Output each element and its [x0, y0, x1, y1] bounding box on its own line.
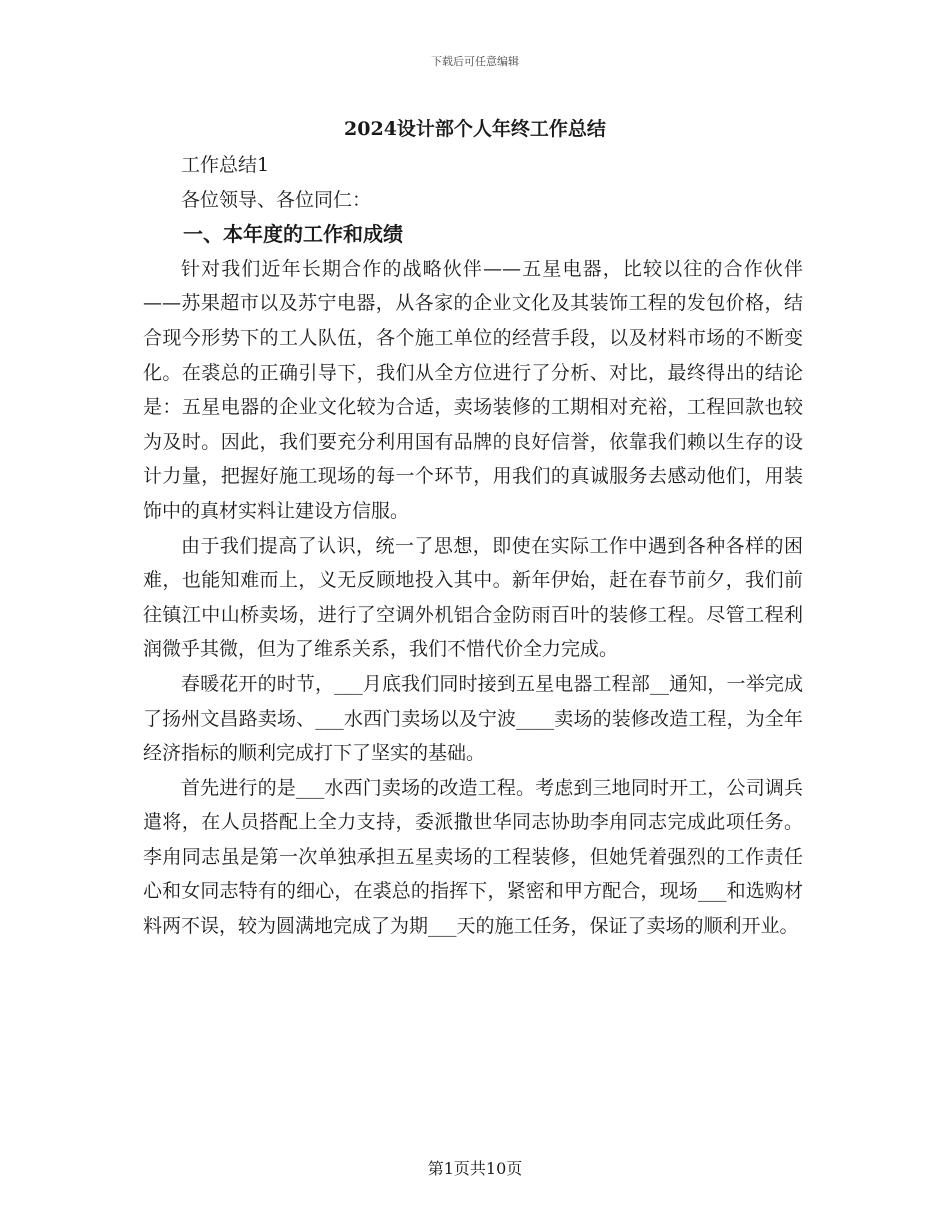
document-title: 2024设计部个人年终工作总结	[344, 118, 606, 140]
section-heading: 一、本年度的工作和成绩	[183, 222, 403, 247]
section-label: 工作总结1	[181, 154, 270, 176]
body-paragraph: 针对我们近年长期合作的战略伙伴——五星电器，比较以往的合作伙伴——苏果超市以及苏宁电器，从各家的企业文化及其装饰工程的发包价格，结合现今形势下的工人队伍，各个施工单位的经营手段，以及材料市场的不断变化。在裘总的正确引导下，我们从全方位进行了分析、对比，最终得出的结论是：五星电器的企业文化较为合适，卖场装修的工期相对充裕，工程回款也较为及时。因此，我们要充分利用国有品牌的良好信誉，依靠我们赖以生存的设计力量，把握好施工现场的每一个环节，用我们的真诚服务去感动他们，用装饰中的真材实料让建设方信服。	[143, 257, 803, 522]
header-note: 下载后可任意编辑	[431, 55, 519, 68]
page-footer: 第1页共10页	[427, 1159, 523, 1178]
body-paragraph: 由于我们提高了认识，统一了思想，即使在实际工作中遇到各种各样的困难，也能知难而上，义无反顾地投入其中。新年伊始，赶在春节前夕，我们前往镇江中山桥卖场，进行了空调外机铝合金防雨百叶的装修工程。尽管工程利润微乎其微，但为了维系关系，我们不惜代价全力完成。	[143, 534, 803, 661]
salutation: 各位领导、各位同仁：	[181, 188, 372, 211]
body-paragraph: 首先进行的是___水西门卖场的改造工程。考虑到三地同时开工，公司调兵遣将，在人员搭配上全力支持，委派撒世华同志协助李甪同志完成此项任务。李甪同志虽是第一次单独承担五星卖场的工程装修，但她凭着强烈的工作责任心和女同志特有的细心，在裘总的指挥下，紧密和甲方配合，现场___和选购材料两不误，较为圆满地完成了为期___天的施工任务，保证了卖场的顺利开业。	[143, 776, 803, 938]
document-body	[143, 148, 803, 944]
body-paragraph: 春暖花开的时节，___月底我们同时接到五星电器工程部__通知，一举完成了扬州文昌路卖场、___水西门卖场以及宁波____卖场的装修改造工程，为全年经济指标的顺利完成打下了坚实的基础。	[143, 672, 803, 765]
